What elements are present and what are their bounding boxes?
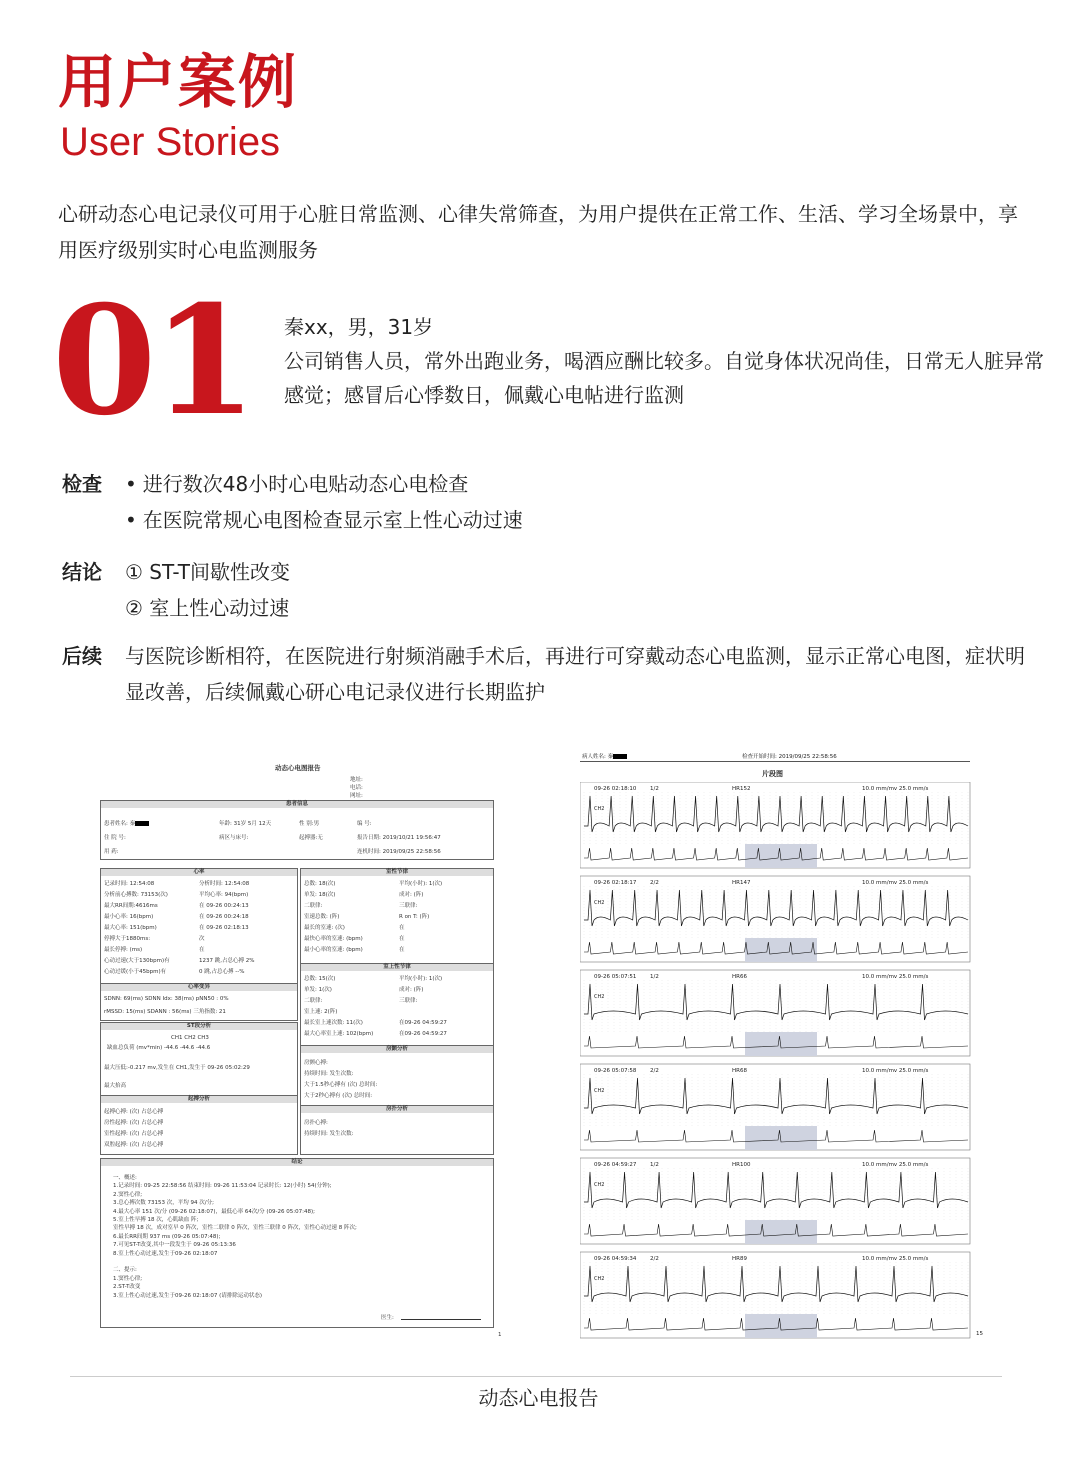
- ecg-channel: CH2: [594, 994, 605, 1000]
- report-line: 平均心率: 94(bpm): [199, 892, 249, 898]
- ecg-highlight: [745, 1032, 817, 1056]
- report-line: 最长的室速: (次): [304, 925, 345, 931]
- report-page-image: [100, 755, 502, 1340]
- p-ward: 病区与床号:: [219, 835, 249, 841]
- report-line: 最长停搏: (ms): [104, 947, 143, 953]
- p-date: 报告日期: 2019/10/21 19:56:47: [357, 835, 441, 841]
- report-line: 二联律:: [304, 903, 323, 909]
- ecg-name: 病人姓名: 秦: [582, 752, 627, 760]
- concl-box: [100, 1158, 494, 1328]
- ecg-start: 检查开始时间: 2019/09/25 22:58:56: [742, 754, 837, 760]
- report-line: 在: [399, 936, 405, 942]
- ecg-strips: [580, 782, 972, 1342]
- ecg-channel: CH2: [594, 806, 605, 812]
- report-line: 房颤心搏:: [304, 1060, 328, 1066]
- p-name: 患者姓名: 秦: [104, 819, 149, 827]
- report-line: 室速总数: (阵): [304, 914, 340, 920]
- report-line: 最小心率: 16(bpm): [104, 914, 154, 920]
- ecg-page-number: 15: [976, 1331, 983, 1337]
- ecg-part: 2/2: [650, 1068, 659, 1074]
- exam-label: 检查: [62, 472, 102, 496]
- ecg-highlight: [745, 1126, 817, 1150]
- report-line: 二、提示:: [113, 1267, 137, 1274]
- report-line: 大于1.5秒心搏有 (次) 总时间:: [304, 1082, 378, 1088]
- report-line: 1.记录时间: 09-25 22:58:56 结束时间: 09-26 11:53:04 记录时长: 12(小时) 54(分钟);: [113, 1183, 332, 1190]
- af-header: 房颤分析: [301, 1046, 493, 1053]
- ecg-part: 1/2: [650, 1162, 659, 1168]
- report-line: 平均(小时): 1(次): [399, 881, 443, 887]
- report-line: 在09-26 04:59:27: [399, 1020, 447, 1026]
- report-line: 分析时间: 12:54:08: [199, 881, 250, 887]
- report-line: 双腔起搏: (次) 占总心搏: [104, 1142, 164, 1148]
- page-title: 用户案例: [58, 48, 299, 116]
- report-line: 三联律:: [399, 998, 418, 1004]
- report-line: 室性早搏 18 次，成对室早 0 阵次，室性二联律 0 阵次，室性三联律 0 阵次，室性心动过速 8 阵次;: [113, 1225, 357, 1232]
- intro-paragraph: 心研动态心电记录仪可用于心脏日常监测、心律失常筛查，为用户提供在正常工作、生活、学习全场景中，享用医疗级别实时心电监测服务: [58, 202, 1018, 262]
- conclusion-item: ① ST-T间歇性改变: [125, 560, 290, 584]
- doctor-label: 医生:: [381, 1315, 394, 1321]
- p-sex: 性 别:男: [299, 821, 320, 827]
- report-line: 停搏大于1880ms:: [104, 936, 151, 942]
- report-line: 持续时间: 发生次数:: [304, 1071, 354, 1077]
- ecg-strip: [580, 1252, 970, 1338]
- ecg-page-image: [580, 748, 990, 1348]
- report-line: 5.室上性早搏 18 次，心肌缺血 阵;: [113, 1217, 199, 1223]
- report-line: 7.可见ST-T改变,其中一段发生于 09-26 05:13:36: [113, 1242, 236, 1249]
- report-line: 在09-26 04:59:27: [399, 1031, 447, 1037]
- report-line: 最大心率: 151(bpm): [104, 925, 157, 931]
- ecg-scale: 10.0 mm/mv 25.0 mm/s: [862, 1162, 929, 1168]
- patient-description: [284, 310, 1044, 412]
- ecg-scale: 10.0 mm/mv 25.0 mm/s: [862, 880, 929, 886]
- report-line: 最小心率的室速: (bpm): [304, 947, 363, 953]
- report-line: 最长室上速次数: 11(次): [304, 1020, 363, 1026]
- report-web: 网址:: [350, 793, 363, 799]
- report-line: 2.窦性心律;: [113, 1191, 143, 1198]
- ecg-strip: [580, 782, 970, 868]
- st-header: ST段分析: [101, 1023, 297, 1030]
- report-line: 1.窦性心律;: [113, 1275, 143, 1282]
- ecg-part: 1/2: [650, 786, 659, 792]
- p-no: 编 号:: [357, 821, 372, 827]
- report-line: 0 跳,占总心搏 --%: [199, 969, 245, 975]
- exam-item: • 在医院常规心电图检查显示室上性心动过速: [125, 502, 1042, 538]
- st-values: 缺血总负荷 (mv*min) -44.6 -44.6 -44.6: [107, 1045, 211, 1051]
- ecg-highlight: [745, 1220, 817, 1244]
- st-line: 最大抬高: [104, 1083, 127, 1089]
- report-line: 单发: 18(次): [304, 892, 336, 898]
- case-number: 01: [52, 273, 253, 449]
- report-line: 次: [199, 936, 205, 942]
- ecg-scale: 10.0 mm/mv 25.0 mm/s: [862, 786, 929, 792]
- ecg-hr: HR66: [732, 974, 747, 980]
- report-line: 二联律:: [304, 998, 323, 1004]
- hrv-line: rMSSD: 15(ms) SDANN : 56(ms) 三角指数: 21: [104, 1009, 226, 1015]
- report-line: 1237 跳,占总心搏 2%: [199, 958, 255, 964]
- ecg-time: 09-26 04:59:27: [594, 1162, 637, 1168]
- af-box: [300, 1045, 494, 1107]
- report-phone: 电话:: [350, 785, 363, 791]
- report-line: 在 09-26 02:18:13: [199, 925, 249, 931]
- ecg-part: 2/2: [650, 880, 659, 886]
- report-line: 室性起搏: (次) 占总心搏: [104, 1131, 164, 1137]
- ecg-strip: [580, 876, 970, 962]
- ecg-highlight: [745, 938, 817, 962]
- p-install: 连机时间: 2019/09/25 22:58:56: [357, 849, 441, 855]
- report-line: 记录时间: 12:54:08: [104, 881, 155, 887]
- ecg-time: 09-26 02:18:10: [594, 786, 637, 792]
- p-bed: 住 院 号:: [104, 835, 126, 841]
- ecg-hr: HR152: [732, 786, 751, 792]
- report-line: 三联律:: [399, 903, 418, 909]
- report-line: 4.最大心率 151 次/分 (09-26 02:18:07)，最低心率 64次/分 (09-26 05:07:48);: [113, 1208, 315, 1215]
- report-line: 最快心率的室速: (bpm): [304, 936, 363, 942]
- report-line: 在: [399, 925, 405, 931]
- page-subtitle: User Stories: [60, 120, 281, 164]
- concl-header: 结论: [101, 1159, 493, 1166]
- patient-line-1: 秦xx，男，31岁: [284, 315, 434, 339]
- ecg-channel: CH2: [594, 1088, 605, 1094]
- st-line: 最大压低:-0.217 mv,发生在 CH1,发生于 09-26 05:02:29: [104, 1065, 250, 1071]
- ecg-time: 09-26 04:59:34: [594, 1256, 637, 1262]
- patient-line-2: 公司销售人员，常外出跑业务，喝酒应酬比较多。自觉身体状况尚佳，日常无人脏异常感觉；感冒后心悸数日，佩戴心电帖进行监测: [284, 349, 1044, 407]
- report-line: 在 09-26 00:24:18: [199, 914, 249, 920]
- p-pace: 起搏器:无: [299, 835, 323, 841]
- report-line: 单发: 1(次): [304, 987, 332, 993]
- report-line: 总数: 15(次): [304, 976, 336, 982]
- st-head: CH1 CH2 CH3: [171, 1035, 209, 1041]
- ecg-strip: [580, 970, 970, 1056]
- report-line: 持续时间: 发生次数:: [304, 1131, 354, 1137]
- flut-box: [300, 1105, 494, 1155]
- p-age: 年龄: 31岁 5月 12天: [219, 821, 272, 827]
- exam-item: • 进行数次48小时心电贴动态心电检查: [125, 466, 1042, 502]
- st-box: [100, 1022, 298, 1096]
- report-line: 平均(小时): 1(次): [399, 976, 443, 982]
- report-page-number: 1: [498, 1332, 502, 1338]
- exam-section: [62, 466, 1042, 538]
- report-line: 心动过缓(小于45bpm)有: [104, 969, 167, 975]
- report-line: 3.总心搏次数 73153 次，平均 94 次/分;: [113, 1200, 214, 1207]
- conclusion-item: ② 室上性心动过速: [125, 596, 290, 620]
- followup-text: 与医院诊断相符，在医院进行射频消融手术后，再进行可穿戴动态心电监测，显示正常心电图，症状明显改善，后续佩戴心研心电记录仪进行长期监护: [125, 644, 1025, 704]
- ecg-time: 09-26 05:07:58: [594, 1068, 637, 1074]
- ecg-strip: [580, 1158, 970, 1244]
- ecg-time: 09-26 02:18:17: [594, 880, 637, 886]
- hr-header: 心率: [101, 869, 297, 876]
- ecg-channel: CH2: [594, 1182, 605, 1188]
- ecg-scale: 10.0 mm/mv 25.0 mm/s: [862, 974, 929, 980]
- ecg-hr: HR100: [732, 1162, 751, 1168]
- ven-header: 室性节律: [301, 869, 493, 876]
- report-line: 大于2秒心搏有 (次) 总时间:: [304, 1093, 373, 1099]
- footer-caption: 动态心电报告: [478, 1386, 599, 1410]
- report-line: 心动过速(大于130bpm)有: [104, 958, 170, 964]
- hrv-line: SDNN: 69(ms) SDNN Idx: 38(ms) pNN50 : 0%: [104, 996, 229, 1002]
- report-line: 总数: 18(次): [304, 881, 336, 887]
- ecg-channel: CH2: [594, 1276, 605, 1282]
- ecg-part: 2/2: [650, 1256, 659, 1262]
- report-line: 起搏心搏: (次) 占总心搏: [104, 1109, 164, 1115]
- report-line: 一、概述:: [113, 1175, 137, 1181]
- report-line: 8.室上性心动过速,发生于09-26 02:18:07: [113, 1250, 218, 1257]
- ecg-title: 片段图: [762, 770, 783, 778]
- ven-box: [300, 868, 494, 965]
- ecg-scale: 10.0 mm/mv 25.0 mm/s: [862, 1068, 929, 1074]
- report-line: 室上速: 2(阵): [304, 1009, 338, 1015]
- ecg-time: 09-26 05:07:51: [594, 974, 637, 980]
- report-line: R on T: (阵): [399, 914, 430, 920]
- ecg-part: 1/2: [650, 974, 659, 980]
- report-line: 在 09-26 00:24:13: [199, 903, 249, 909]
- pace-box: [100, 1095, 298, 1155]
- patient-info-box: [100, 800, 494, 860]
- patient-info-header: 患者信息: [101, 801, 493, 808]
- report-title: 动态心电图报告: [275, 764, 321, 772]
- report-line: 在: [399, 947, 405, 953]
- ecg-highlight: [745, 844, 817, 868]
- report-line: 3.室上性心动过速,发生于09-26 02:18:07 (请排除运动状态): [113, 1292, 262, 1299]
- report-line: 房扑心搏:: [304, 1120, 328, 1126]
- flut-header: 房扑分析: [301, 1106, 493, 1113]
- sup-box: [300, 963, 494, 1047]
- ecg-hr: HR147: [732, 880, 751, 886]
- sup-header: 室上性节律: [301, 964, 493, 971]
- ecg-hr: HR68: [732, 1068, 747, 1074]
- hrv-box: [100, 983, 298, 1021]
- report-line: 分析前心搏数: 73153(次): [104, 892, 168, 898]
- ecg-channel: CH2: [594, 900, 605, 906]
- report-line: 最大心率室上速: 102(bpm): [304, 1031, 374, 1037]
- ecg-highlight: [745, 1314, 817, 1338]
- report-addr: 地址:: [350, 777, 363, 783]
- conclusion-section: [62, 554, 1042, 626]
- hr-box: [100, 868, 298, 985]
- conclusion-label: 结论: [62, 560, 102, 584]
- report-line: 6.最长RR间期 937 ms (09-26 05:07:48);: [113, 1233, 221, 1240]
- footer-divider: [70, 1376, 1002, 1377]
- followup-section: [62, 638, 1042, 710]
- followup-label: 后续: [62, 644, 102, 668]
- report-line: 最大RR间期:4616ms: [104, 903, 158, 909]
- ecg-scale: 10.0 mm/mv 25.0 mm/s: [862, 1256, 929, 1262]
- report-line: 房性起搏: (次) 占总心搏: [104, 1120, 164, 1126]
- report-line: 2.ST-T改变: [113, 1284, 141, 1291]
- pace-header: 起搏分析: [101, 1096, 297, 1103]
- report-line: 在: [199, 947, 205, 953]
- ecg-strip: [580, 1064, 970, 1150]
- hrv-header: 心率变异: [101, 984, 297, 991]
- report-line: 成对: (阵): [399, 892, 424, 898]
- ecg-hr: HR89: [732, 1256, 747, 1262]
- p-drug: 用 药:: [104, 849, 119, 855]
- report-line: 成对: (阵): [399, 987, 424, 993]
